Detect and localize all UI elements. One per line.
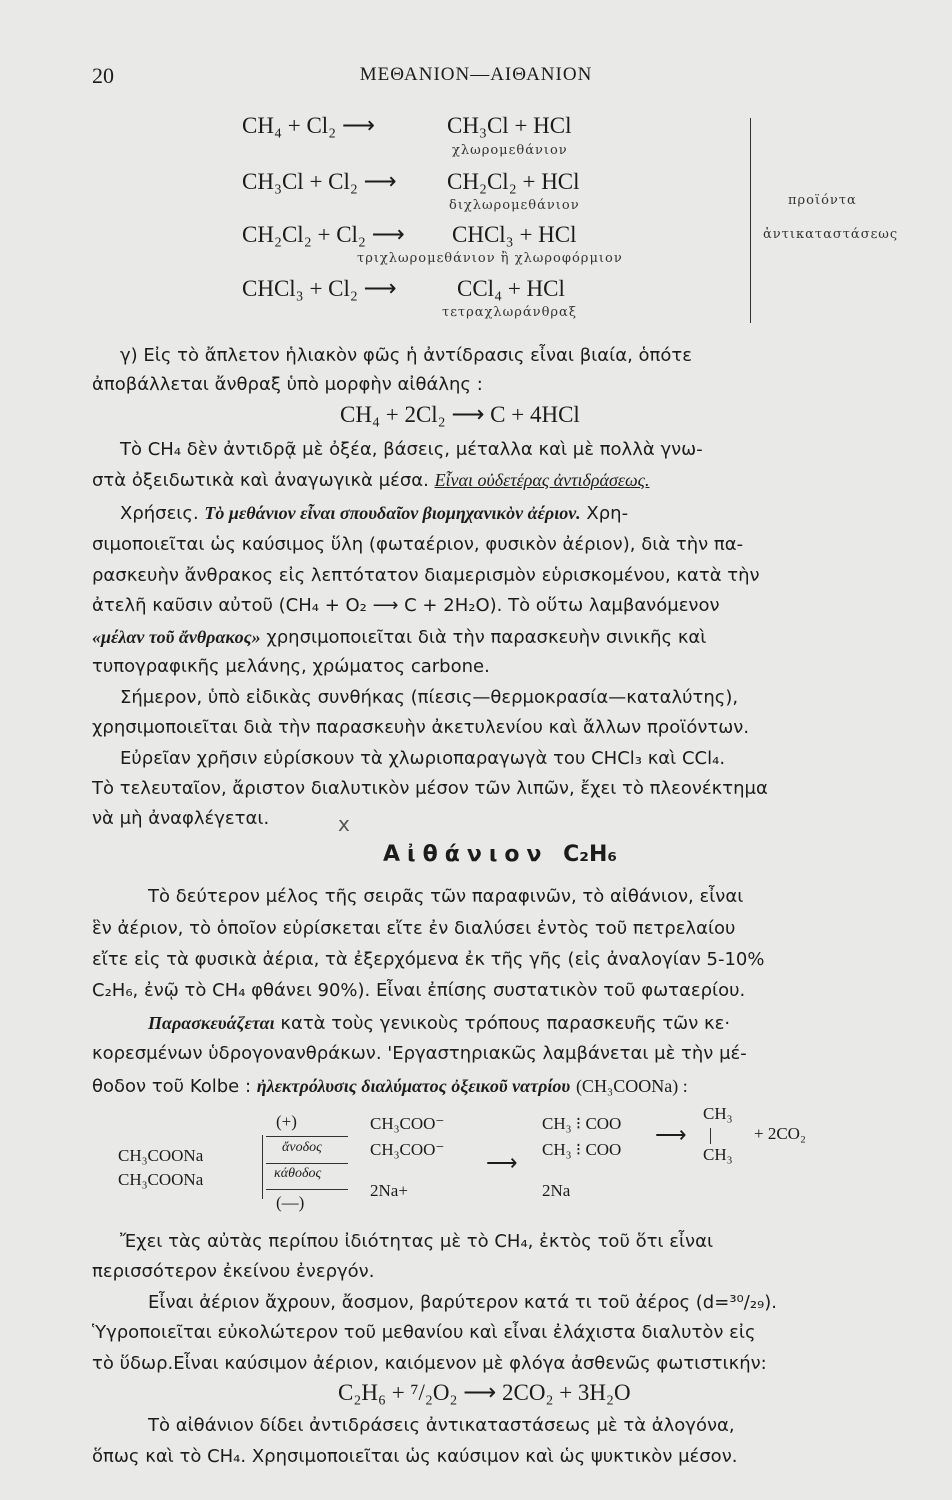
ethane-intro-line1: Τὸ δεύτερον μέλος τῆς σειρᾶς τῶν παραφινῶν, τὸ αἰθάνιον, εἶναι	[148, 886, 744, 907]
prep-line3	[92, 1073, 688, 1100]
side-note-line1: προϊόντα	[788, 193, 857, 208]
reaction-2-left: CH₃Cl + Cl₂ ⟶	[242, 169, 397, 194]
bracket-line	[750, 118, 751, 323]
margin-mark: x	[338, 812, 350, 836]
props-line1: Ἔχει τὰς αὐτὰς περίπου ἰδιότητας μὲ τὸ CH₄, ἐκτὸς τοῦ ὅτι εἶναι	[120, 1231, 714, 1252]
kolbe-line-middle	[266, 1163, 348, 1164]
running-title: ΜΕΘΑΝΙΟΝ—ΑΙΘΑΝΙΟΝ	[359, 64, 593, 85]
side-note-line2: ἀντικαταστάσεως	[763, 227, 899, 242]
kolbe-arrow-1: ⟶	[486, 1150, 518, 1175]
electrolysis-term: ἠλεκτρόλυσις διαλύματος ὀξεικοῦ νατρίου	[256, 1076, 571, 1096]
reaction-4-name: τετραχλωράνθραξ	[442, 305, 577, 320]
para-gamma-line1: γ) Εἰς τὸ ἄπλετον ἡλιακὸν φῶς ἡ ἀντίδρασις εἶναι βιαία, ὁπότε	[120, 345, 692, 366]
page-number: 20	[92, 63, 114, 88]
reaction-3-right: CHCl₃ + HCl	[452, 222, 577, 247]
kolbe-line-top	[266, 1136, 348, 1137]
ethane-heading	[383, 842, 617, 867]
prep-line2: κορεσμένων ὑδρογονανθράκων. 'Εργαστηριακῶς λαμβάνεται μὲ τὴν μέ-	[92, 1043, 747, 1064]
today-line4: Τὸ τελευταῖον, ἄριστον διαλυτικὸν μέσον τῶν λιπῶν, ἔχει τὸ πλεονέκτημα	[92, 778, 768, 799]
props-line5: τὸ ὕδωρ.Εἶναι καύσιμον ἀέριον, καιόμενον μὲ φλόγα ἀσθενῶς φωτιστικήν:	[92, 1353, 767, 1374]
ethane-intro-line3: εἴτε εἰς τὰ φυσικὰ ἀέρια, τὰ ἐξερχόμενα ἐκ τῆς γῆς (εἰς ἀναλογίαν 5-10%	[92, 949, 765, 970]
reaction-2-right: CH₂Cl₂ + HCl	[447, 169, 580, 194]
final-line1: Τὸ αἰθάνιον δίδει ἀντιδράσεις ἀντικαταστάσεως μὲ τὰ ἀλογόνα,	[148, 1415, 735, 1436]
prep-label: Παρασκευάζεται	[148, 1013, 275, 1033]
props-line2: περισσότερον ἐκείνου ἐνεργόν.	[92, 1261, 375, 1282]
para-react-line2	[92, 467, 649, 494]
today-line2: χρησιμοποιεῖται διὰ τὴν παρασκευὴν ἀκετυλενίου καὶ ἄλλων προϊόντων.	[92, 717, 750, 738]
kolbe-product-bottom: CH₃	[703, 1145, 733, 1164]
ethane-intro-line2: ἓν ἀέριον, τὸ ὁποῖον εὑρίσκεται εἴτε ἐν διαλύσει ἐντὸς τοῦ πετρελαίου	[92, 918, 736, 939]
para-gamma-line2: ἀποβάλλεται ἄνθραξ ὑπὸ μορφὴν αἰθάλης :	[92, 374, 483, 395]
reaction-1-right: CH₃Cl + HCl	[447, 113, 572, 138]
kolbe-sodium-ion: 2Na+	[370, 1181, 408, 1200]
uses-line2: σιμοποιεῖται ὡς καύσιμος ὕλη (φωταέριον, φυσικὸν ἀέριον), διὰ τὴν πα-	[92, 534, 744, 555]
para-react-line2-start: στὰ ὀξειδωτικὰ καὶ ἀναγωγικὰ μέσα.	[92, 470, 429, 491]
kolbe-anion-1: CH₃COO⁻	[370, 1114, 445, 1133]
equation-carbon: CH₄ + 2Cl₂ ⟶ C + 4HCl	[340, 402, 580, 427]
uses-tail: Χρη-	[586, 503, 629, 524]
today-line1: Σήμερον, ὑπὸ εἰδικὰς συνθήκας (πίεσις—θερμοκρασία—καταλύτης),	[120, 687, 739, 708]
kolbe-product-top: CH₃	[703, 1104, 733, 1123]
kolbe-co2: + 2CO₂	[754, 1124, 806, 1143]
kolbe-line-bottom	[266, 1189, 348, 1190]
today-line5: νὰ μὴ ἀναφλέγεται.	[92, 808, 270, 829]
ethane-heading-word: Αἰθάνιον	[383, 842, 549, 867]
final-line2: ὅπως καὶ τὸ CH₄. Χρησιμοποιεῖται ὡς καύσιμον καὶ ὡς ψυκτικὸν μέσον.	[92, 1446, 738, 1467]
reaction-3-name: τριχλωρομεθάνιον ἢ χλωροφόρμιον	[357, 251, 623, 266]
kolbe-divider	[262, 1135, 263, 1199]
kolbe-anion-2: CH₃COO⁻	[370, 1140, 445, 1159]
prep-line3-start: θοδον τοῦ Kolbe :	[92, 1076, 252, 1097]
today-line3: Εὐρεῖαν χρῆσιν εὑρίσκουν τὰ χλωριοπαραγωγὰ του CHCl₃ καὶ CCl₄.	[120, 748, 726, 769]
ethane-intro-line4: C₂H₆, ἐνῷ τὸ CH₄ φθάνει 90%). Εἶναι ἐπίσης συστατικὸν τοῦ φωταερίου.	[92, 980, 746, 1001]
kolbe-anode: ἄνοδος	[282, 1140, 322, 1155]
kolbe-plus: (+)	[276, 1112, 297, 1131]
uses-line3: ρασκευὴν ἄνθρακος εἰς λεπτότατον διαμερισμὸν εὑρισκομένου, κατὰ τὴν	[92, 565, 760, 586]
kolbe-arrow-2: ⟶	[655, 1122, 687, 1147]
reaction-4-right: CCl₄ + HCl	[457, 276, 565, 301]
reaction-2-name: διχλωρομεθάνιον	[449, 198, 580, 213]
sodium-acetate-formula: (CH₃COONa) :	[575, 1076, 688, 1096]
reaction-3-left: CH₂Cl₂ + Cl₂ ⟶	[242, 222, 405, 247]
reaction-1-name: χλωρομεθάνιον	[452, 143, 568, 158]
uses-line1	[120, 500, 628, 527]
uses-line5	[92, 624, 706, 651]
uses-label: Χρήσεις.	[120, 503, 199, 524]
ethane-heading-formula: C₂H₆	[563, 842, 617, 867]
props-line3: Εἶναι ἀέριον ἄχρουν, ἄοσμον, βαρύτερον κατά τι τοῦ ἀέρος (d=³⁰/₂₉).	[148, 1292, 777, 1313]
prep-line1-rest: κατὰ τοὺς γενικοὺς τρόπους παρασκευῆς τῶν κε·	[280, 1013, 731, 1034]
props-line4: Ὑγροποιεῖται εὐκολώτερον τοῦ μεθανίου καὶ εἶναι ἐλάχιστα διαλυτὸν εἰς	[92, 1322, 756, 1343]
uses-emphasis: Τὸ μεθάνιον εἶναι σπουδαῖον βιομηχανικὸν ἀέριον.	[204, 503, 581, 523]
reaction-4-left: CHCl₃ + Cl₂ ⟶	[242, 276, 397, 301]
uses-line5-rest: χρησιμοποιεῖται διὰ τὴν παρασκευὴν σινικῆς καὶ	[266, 627, 707, 648]
neutral-reaction-emphasis: Εἶναι οὐδετέρας ἀντιδράσεως.	[434, 470, 650, 490]
kolbe-minus: (—)	[276, 1193, 305, 1212]
uses-line6: τυπογραφικῆς μελάνης, χρώματος carbone.	[92, 656, 490, 677]
kolbe-sodium: 2Na	[542, 1181, 571, 1200]
kolbe-salt-1: CH₃COONa	[118, 1146, 204, 1165]
uses-line4: ἀτελῆ καῦσιν αὐτοῦ (CH₄ + O₂ ⟶ C + 2H₂O). Τὸ οὕτω λαμβανόμενον	[92, 595, 720, 616]
para-react-line1: Τὸ CH₄ δὲν ἀντιδρᾷ μὲ ὀξέα, βάσεις, μέταλλα καὶ μὲ πολλὰ γνω-	[120, 439, 703, 460]
kolbe-bond	[710, 1128, 711, 1144]
reaction-1-left: CH₄ + Cl₂ ⟶	[242, 113, 375, 138]
prep-line1	[148, 1010, 730, 1037]
kolbe-radical-2: CH₃ ⁝ COO	[542, 1140, 622, 1159]
kolbe-salt-2: CH₃COONa	[118, 1170, 204, 1189]
equation-combustion: C₂H₆ + ⁷/₂O₂ ⟶ 2CO₂ + 3H₂O	[338, 1380, 631, 1405]
kolbe-radical-1: CH₃ ⁝ COO	[542, 1114, 622, 1133]
carbon-black-term: «μέλαν τοῦ ἄνθρακος»	[92, 627, 261, 647]
kolbe-cathode: κάθοδος	[274, 1166, 322, 1181]
